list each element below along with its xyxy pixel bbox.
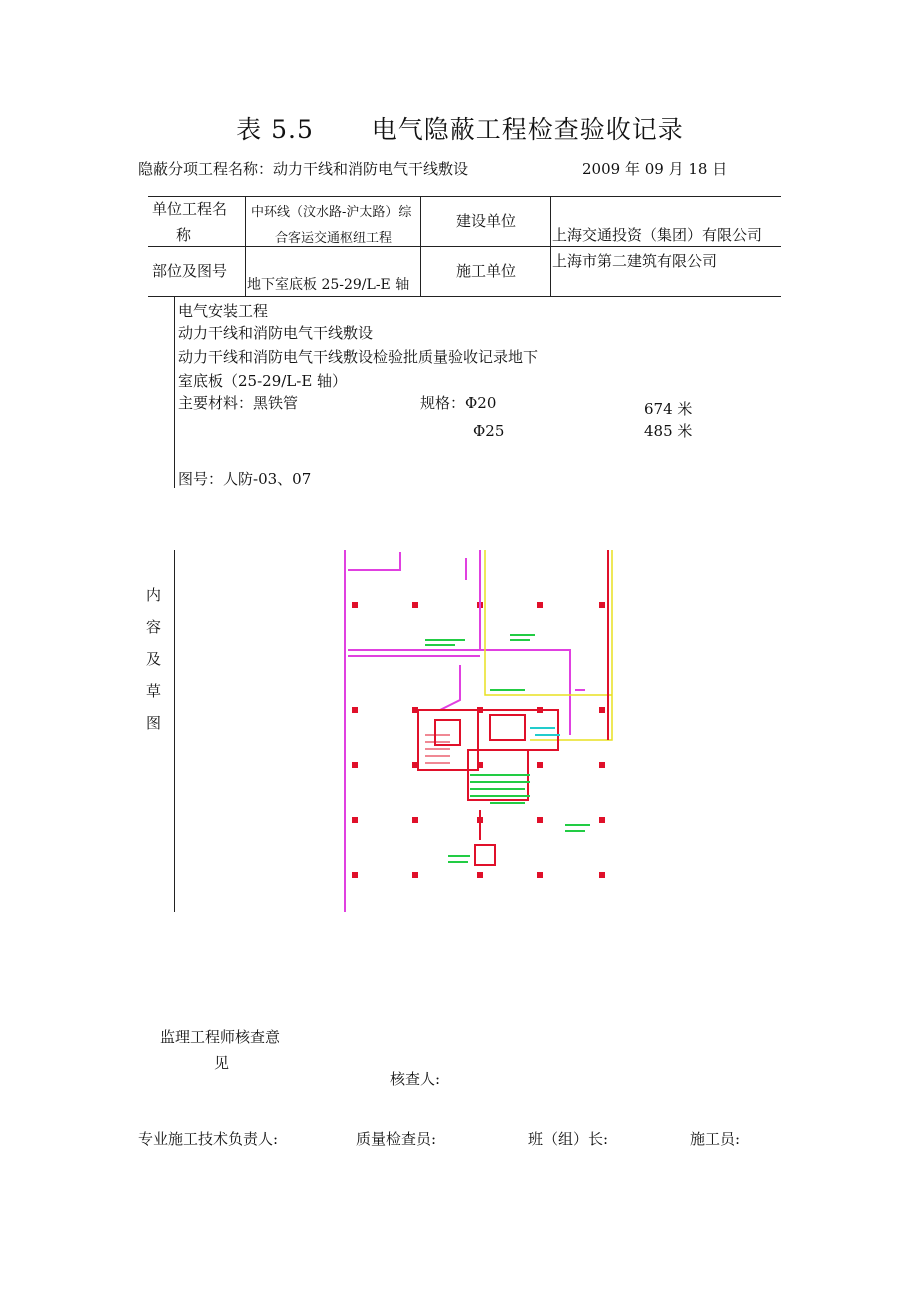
col-divider-3 — [550, 196, 551, 296]
unit-project-label-2: 称 — [176, 226, 192, 244]
table-mid-rule — [148, 246, 781, 247]
content-line-4: 室底板（25-29/L-E 轴） — [178, 372, 348, 390]
unit-project-label-1: 单位工程名 — [152, 200, 228, 218]
column-marker — [537, 817, 543, 823]
column-marker — [537, 872, 543, 878]
content-line-1: 电气安装工程 — [178, 302, 269, 320]
quality-inspector-signature: 质量检查员: — [356, 1130, 437, 1148]
column-marker — [352, 762, 358, 768]
pipe-runs — [345, 550, 585, 912]
title-number: 表 5.5 — [236, 115, 314, 144]
side-label-char: 图 — [146, 714, 162, 732]
column-marker — [599, 602, 605, 608]
sketch-left-rule — [174, 550, 175, 912]
cyan-annotations — [530, 728, 560, 735]
content-left-rule — [174, 296, 175, 488]
contractor-value: 上海市第二建筑有限公司 — [552, 252, 718, 270]
column-marker — [599, 762, 605, 768]
column-marker — [412, 602, 418, 608]
table-top-rule — [148, 196, 781, 197]
side-label-char: 草 — [146, 682, 162, 700]
material-label: 主要材料：黑铁管 — [178, 394, 299, 412]
content-line-2: 动力干线和消防电气干线敷设 — [178, 324, 374, 342]
column-marker — [352, 707, 358, 713]
builder-value: 上海交通投资（集团）有限公司 — [552, 226, 763, 244]
column-marker — [537, 602, 543, 608]
builder-label: 建设单位 — [456, 212, 517, 230]
checker-label: 核查人: — [390, 1070, 441, 1088]
column-marker — [599, 817, 605, 823]
title-text: 电气隐蔽工程检查验收记录 — [371, 115, 684, 144]
column-marker — [352, 602, 358, 608]
table-bottom-rule — [148, 296, 781, 297]
review-label-2: 见 — [214, 1054, 230, 1072]
column-marker — [477, 872, 483, 878]
yellow-boundary — [485, 550, 612, 740]
side-label-char: 容 — [146, 618, 162, 636]
project-name: 隐蔽分项工程名称：动力干线和消防电气干线敷设 — [138, 160, 469, 178]
column-marker — [599, 707, 605, 713]
record-date: 2009 年 09 月 18 日 — [582, 160, 728, 178]
column-marker — [599, 872, 605, 878]
unit-project-value-1: 中环线（汶水路-沪太路）综 — [251, 205, 412, 220]
review-label-1: 监理工程师核查意 — [160, 1028, 281, 1046]
spec-2: Φ25 — [473, 422, 505, 440]
stair-hatch — [425, 735, 450, 763]
contractor-label: 施工单位 — [456, 262, 517, 280]
column-marker — [412, 817, 418, 823]
content-line-3: 动力干线和消防电气干线敷设检验批质量验收记录地下 — [178, 348, 539, 366]
team-lead-signature: 班（组）长: — [528, 1130, 609, 1148]
side-label-char: 内 — [146, 586, 162, 604]
spec-label: 规格：Φ20 — [420, 394, 497, 412]
column-marker — [352, 817, 358, 823]
column-marker — [537, 762, 543, 768]
side-label-char: 及 — [146, 650, 162, 668]
unit-project-value-2: 合客运交通枢纽工程 — [275, 231, 393, 246]
cad-floor-plan-sketch — [340, 550, 620, 912]
column-marker — [352, 872, 358, 878]
qty-2: 485 米 — [644, 422, 693, 440]
column-marker — [412, 872, 418, 878]
tech-lead-signature: 专业施工技术负责人: — [138, 1130, 279, 1148]
drawing-number: 图号：人防-03、07 — [178, 470, 312, 488]
page-title — [0, 110, 920, 146]
col-divider-2 — [420, 196, 421, 296]
location-value: 地下室底板 25-29/L-E 轴 — [247, 277, 410, 293]
worker-signature: 施工员: — [690, 1130, 741, 1148]
col-divider-1 — [245, 196, 246, 296]
location-label: 部位及图号 — [152, 262, 228, 280]
qty-1: 674 米 — [644, 400, 693, 418]
